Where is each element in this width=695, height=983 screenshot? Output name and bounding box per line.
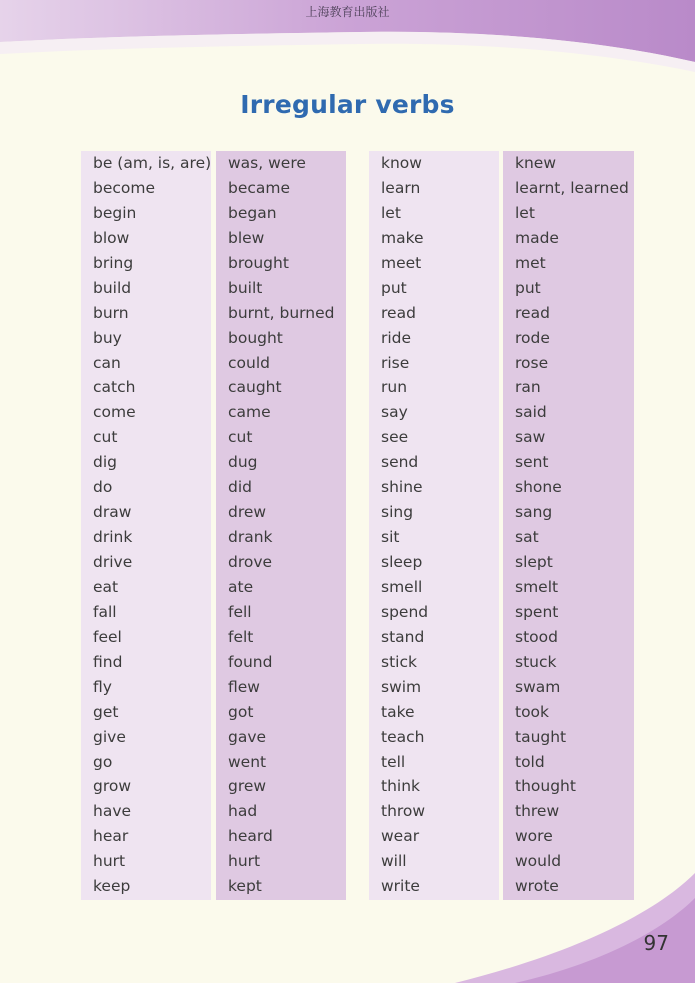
verb-entry: grew: [228, 777, 267, 796]
verb-entry: sat: [515, 528, 539, 547]
verb-entry: put: [381, 278, 407, 297]
verb-entry: hurt: [228, 852, 261, 871]
verb-entry: feel: [93, 627, 122, 646]
verb-entry: take: [381, 702, 415, 721]
verb-entry: rise: [381, 353, 410, 372]
verb-entry: burn: [93, 303, 129, 322]
verb-entry: slept: [515, 553, 553, 571]
verb-entry: come: [93, 403, 136, 422]
verb-entry: drive: [93, 553, 133, 571]
verb-entry: let: [381, 203, 401, 222]
verb-entry: learnt, learned: [515, 178, 629, 197]
verb-entry: fell: [228, 602, 252, 621]
verb-entry: will: [381, 852, 407, 871]
verb-entry: met: [515, 253, 546, 272]
verb-entry: rode: [515, 328, 550, 347]
verb-entry: stuck: [515, 652, 557, 671]
verb-entry: bought: [228, 328, 283, 347]
verb-entry: ran: [515, 378, 541, 397]
verb-entry: do: [93, 478, 113, 497]
verb-entry: fly: [93, 677, 112, 696]
verb-entry: felt: [228, 627, 254, 646]
verb-entry: draw: [93, 503, 132, 522]
verb-entry: keep: [93, 877, 131, 896]
verb-entry: knew: [515, 154, 557, 172]
verb-entry: can: [93, 353, 121, 372]
verb-entry: grow: [93, 777, 132, 796]
verb-entry: hear: [93, 827, 129, 846]
verb-entry: taught: [515, 727, 567, 746]
verb-entry: said: [515, 403, 547, 422]
verb-entry: caught: [228, 378, 282, 397]
verb-entry: stand: [381, 627, 425, 646]
verb-entry: write: [381, 877, 420, 896]
verb-entry: stick: [381, 652, 417, 671]
verb-entry: ate: [228, 577, 254, 596]
verb-entry: find: [93, 652, 123, 671]
verb-entry: heard: [228, 827, 273, 846]
verb-entry: give: [93, 727, 126, 746]
verb-entry: told: [515, 752, 545, 771]
verb-entry: would: [515, 852, 562, 871]
verb-entry: became: [228, 178, 291, 197]
verb-entry: go: [93, 752, 113, 771]
verb-entry: sent: [515, 453, 549, 472]
verb-entry: let: [515, 203, 535, 222]
verb-entry: flew: [228, 677, 260, 696]
verb-entry: did: [228, 478, 252, 497]
verb-entry: know: [381, 154, 422, 172]
verb-entry: kept: [228, 877, 262, 896]
verb-entry: had: [228, 802, 258, 821]
verb-entry: run: [381, 378, 408, 397]
verb-entry: rose: [515, 353, 549, 372]
verb-entry: drink: [93, 528, 133, 547]
verb-entry: sleep: [381, 553, 423, 571]
verb-entry: say: [381, 403, 408, 422]
verb-entry: blew: [228, 228, 265, 247]
verb-entry: gave: [228, 727, 267, 746]
verb-entry: sang: [515, 503, 553, 522]
verb-entry: blow: [93, 228, 130, 247]
verb-entry: went: [228, 752, 267, 771]
verb-entry: got: [228, 702, 254, 721]
verb-entry: put: [515, 278, 541, 297]
verb-entry: make: [381, 228, 424, 247]
verb-entry: stood: [515, 627, 558, 646]
verb-entry: shine: [381, 478, 423, 497]
verb-entry: send: [381, 453, 419, 472]
verb-entry: eat: [93, 577, 119, 596]
page-title: Irregular verbs: [240, 90, 455, 119]
verb-entry: cut: [93, 428, 118, 447]
base-form-column-right: [369, 151, 499, 900]
verb-entry: catch: [93, 378, 136, 397]
verb-entry: read: [381, 303, 416, 322]
verb-entry: read: [515, 303, 550, 322]
verb-entry: become: [93, 178, 156, 197]
verb-entry: throw: [381, 802, 426, 821]
past-form-column-right: [503, 151, 634, 900]
verb-entry: sing: [381, 503, 414, 522]
verb-entry: drew: [228, 503, 267, 522]
verb-entry: found: [228, 652, 273, 671]
verb-entry: learn: [381, 178, 421, 197]
base-form-column-left: [81, 151, 211, 900]
publisher-name: 上海教育出版社: [305, 5, 390, 19]
verb-entry: tell: [381, 752, 406, 771]
verb-entry: threw: [515, 802, 560, 821]
verb-entry: get: [93, 702, 119, 721]
verb-entry: smell: [381, 577, 423, 596]
verb-entry: hurt: [93, 852, 126, 871]
verb-entry: smelt: [515, 577, 559, 596]
verb-entry: drank: [228, 528, 273, 547]
verb-entry: meet: [381, 253, 422, 272]
verb-entry: fall: [93, 602, 117, 621]
verb-entry: made: [515, 228, 559, 247]
verb-entry: drove: [228, 553, 273, 571]
verb-entry: ride: [381, 328, 412, 347]
verb-entry: wrote: [515, 877, 559, 896]
verb-entry: brought: [228, 253, 289, 272]
verb-entry: be (am, is, are): [93, 154, 212, 172]
verb-entry: dig: [93, 453, 117, 472]
page-number: 97: [643, 931, 669, 955]
verb-entry: dug: [228, 453, 258, 472]
verb-entry: sit: [381, 528, 400, 547]
verb-entry: spend: [381, 602, 429, 621]
verb-entry: have: [93, 802, 132, 821]
verb-entry: burnt, burned: [228, 303, 335, 322]
verb-entry: cut: [228, 428, 253, 447]
verb-entry: built: [228, 278, 263, 297]
verb-entry: began: [228, 203, 277, 222]
verb-entry: buy: [93, 328, 122, 347]
verb-entry: teach: [381, 727, 425, 746]
verb-entry: think: [381, 777, 421, 796]
verb-entry: came: [228, 403, 271, 422]
verb-entry: wear: [381, 827, 420, 846]
verb-entry: spent: [515, 602, 559, 621]
verb-entry: begin: [93, 203, 137, 222]
verb-entry: bring: [93, 253, 134, 272]
verb-entry: was, were: [228, 154, 306, 172]
verb-entry: thought: [515, 777, 576, 796]
verb-entry: could: [228, 353, 270, 372]
verb-entry: shone: [515, 478, 562, 497]
verb-entry: swam: [515, 677, 561, 696]
verb-entry: see: [381, 428, 409, 447]
verb-entry: took: [515, 702, 550, 721]
verb-entry: saw: [515, 428, 546, 447]
past-form-column-left: [216, 151, 346, 900]
verb-entry: swim: [381, 677, 422, 696]
verb-entry: build: [93, 278, 132, 297]
verb-entry: wore: [515, 827, 553, 846]
